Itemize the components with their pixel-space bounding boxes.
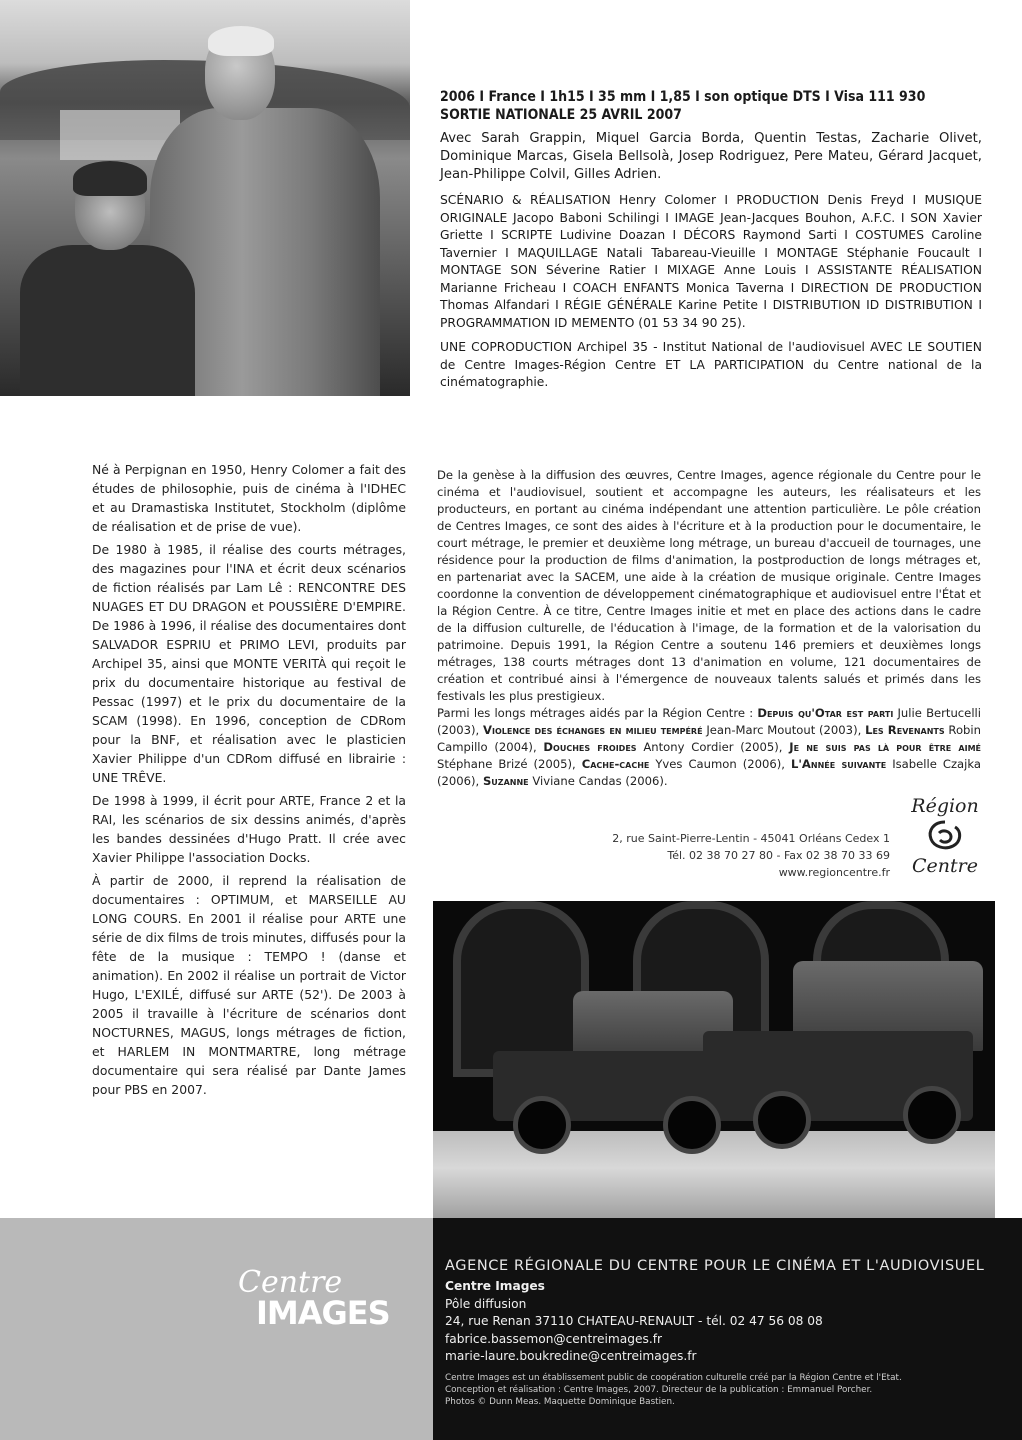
photo-wheel	[903, 1086, 961, 1144]
region-logo-top: Région	[911, 795, 979, 817]
film-title: Suzanne	[482, 774, 529, 788]
region-address: 2, rue Saint-Pierre-Lentin - 45041 Orléans Cedex 1	[612, 832, 890, 845]
legal-line: Conception et réalisation : Centre Images, 2007. Directeur de la publication : Emmanuel Porcher.	[445, 1384, 873, 1395]
film-still-photo-top	[0, 0, 410, 396]
logo-text-images: IMAGES	[256, 1294, 390, 1332]
photo-boy-figure	[20, 165, 195, 396]
film-credit: Julie Bertucelli (2003),	[437, 706, 981, 737]
agency-paragraph: De la genèse à la diffusion des œuvres, Centre Images, agence régionale du Centre pour le cinéma et l'audiovisuel, soutient et accompagne les auteurs, les réalisateurs et les producteurs, en portant au cinéma indépendant une attention particulière. Le pôle création de Centres Images, ce sont des aides à l'écriture et à la production pour le documentaire, le court métrage, le premier et deuxième long métrage, un bureau d'accueil de tournages, une résidence pour la production de films d'animation, la postproduction de longs métrages et, en partenariat avec la SACEM, une aide à la création de musique originale. Centre Images coordonne la convention de développement cinématographique et audiovisuel entre l'État et la Région Centre. À ce titre, Centre Images initie et met en place des actions dans le cadre de la diffusion culturelle, de l'éducation à l'image, de la formation et de la valorisation du patrimoine. Depuis 1991, la Région Centre a soutenu 146 premiers et deuxièmes longs métrages, 138 courts métrages dont 13 d'animation en volume, 121 documentaires de création et contribué ainsi à l'émergence de nouveaux talents salués et primés dans les festivals les plus prestigieux.	[437, 468, 981, 703]
photo-wheel	[753, 1091, 811, 1149]
film-title: Les Revenants	[865, 723, 945, 737]
photo-wheel	[513, 1096, 571, 1154]
film-title: Cache-cache	[581, 757, 650, 771]
film-credit: Antony Cordier (2005),	[636, 740, 790, 754]
film-title: Douches froides	[543, 740, 637, 754]
agency-description	[437, 467, 981, 790]
legal-line: Photos © Dunn Meas. Maquette Dominique Bastien.	[445, 1396, 675, 1407]
legal-notice	[445, 1373, 902, 1408]
film-credit: Isabelle Czajka (2006),	[437, 757, 981, 788]
region-logo-bottom: Centre	[912, 855, 978, 877]
logo-text-centre: Centre	[238, 1265, 343, 1300]
bio-paragraph: De 1980 à 1985, il réalise des courts métrages, des magazines pour l'INA et écrit deux scénarios de fiction réalisés par Lam Lê : RENCONTRE DES NUAGES ET DU DRAGON et POUSSIÈRE D'EMPIRE. De 1986 à 1996, il réalise des documentaires dont SALVADOR ESPRIU et PRIMO LEVI, produits par Archipel 35, ainsi que MONTE VERITÀ qui reçoit le prix du documentaire historique au festival de Pessac (1997) et le prix du documentaire de la SCAM (1998). En 1996, conception de CDRom pour la BNF, et réalisation avec le plasticien Xavier Philippe d'un CDRom diffusé en librairie : UNE TRÊVE.	[92, 542, 406, 785]
region-centre-logo	[900, 795, 990, 885]
agency-contact	[445, 1278, 823, 1366]
email-link[interactable]: fabrice.bassemon@centreimages.fr	[445, 1331, 663, 1346]
photo-wheel	[663, 1096, 721, 1154]
film-title: Depuis qu'Otar est parti	[757, 706, 894, 720]
centre-images-logo	[236, 1262, 416, 1332]
film-title: L'Année suivante	[790, 757, 887, 771]
email-link[interactable]: marie-laure.boukredine@centreimages.fr	[445, 1349, 697, 1363]
supported-films-intro: Parmi les longs métrages aidés par la Région Centre :	[437, 706, 754, 720]
photo-ground	[433, 1131, 995, 1224]
film-credit: Viviane Candas (2006).	[528, 774, 668, 788]
film-title: Je ne suis pas là pour être aimé	[789, 740, 981, 754]
film-title: Violence des échanges en milieu tempéré	[483, 723, 703, 737]
region-phone: Tél. 02 38 70 27 80 - Fax 02 38 70 33 69	[667, 849, 890, 862]
tech-specs-line: 2006 I France I 1h15 I 35 mm I 1,85 I son optique DTS I Visa 111 930	[440, 89, 926, 105]
agency-org-name: Centre Images	[445, 1279, 545, 1293]
agency-address: 24, rue Renan 37110 CHATEAU-RENAULT - tél. 02 47 56 08 08	[445, 1314, 823, 1328]
release-date-line: SORTIE NATIONALE 25 AVRIL 2007	[440, 107, 682, 123]
region-website-link[interactable]: www.regioncentre.fr	[778, 866, 890, 879]
agency-title: AGENCE RÉGIONALE DU CENTRE POUR LE CINÉMA ET L'AUDIOVISUEL	[445, 1258, 985, 1274]
coproduction-line: UNE COPRODUCTION Archipel 35 - Institut National de l'audiovisuel AVEC LE SOUTIEN de Centre Images-Région Centre ET LA PARTICIPATION du Centre national de la cinématographie.	[440, 340, 982, 389]
legal-line: Centre Images est un établissement public de coopération culturelle créé par la Région Centre et l'Etat.	[445, 1373, 902, 1383]
region-emblem-icon	[925, 819, 965, 853]
film-credit: Yves Caumon (2006),	[649, 757, 791, 771]
crew-list: SCÉNARIO & RÉALISATION Henry Colomer I PRODUCTION Denis Freyd I MUSIQUE ORIGINALE Jacopo Baboni Schilingi I IMAGE Jean-Jacques Bouhon, A.F.C. I SON Xavier Griette I SCRIPTE Ludivine Doazan I DÉCORS Raymond Sarti I COSTUMES Caroline Tavernier I MAQUILLAGE Natali Tabareau-Vieuille I MONTAGE Stéphanie Foucault I MONTAGE SON Séverine Ratier I MIXAGE Anne Louis I ASSISTANTE RÉALISATION Marianne Fricheau I COACH ENFANTS Monica Taverna I DIRECTION DE PRODUCTION Thomas Alfandari I RÉGIE GÉNÉRALE Karine Petite I DISTRIBUTION ID DISTRIBUTION I PROGRAMMATION ID MEMENTO (01 53 34 90 25).	[440, 193, 982, 330]
bio-paragraph: Né à Perpignan en 1950, Henry Colomer a fait des études de philosophie, puis de cinéma à l'IDHEC et au Dramastiska Institutet, Stockholm (diplôme de réalisation et de prise de vue).	[92, 462, 406, 534]
film-credits	[440, 88, 982, 392]
agency-department: Pôle diffusion	[445, 1296, 527, 1311]
film-credit: Robin Campillo (2004),	[437, 723, 981, 754]
cast-list: Avec Sarah Grappin, Miquel Garcia Borda, Quentin Testas, Zacharie Olivet, Dominique Marcas, Gisela Bellsolà, Josep Rodriguez, Pere Mateu, Gérard Jacquet, Jean-Philippe Colvil, Gilles Adrien.	[440, 131, 982, 182]
film-still-photo-bottom	[433, 901, 995, 1224]
footer-dark-panel	[433, 1218, 1022, 1440]
director-biography	[92, 460, 406, 1103]
bio-paragraph: À partir de 2000, il reprend la réalisation de documentaires : OPTIMUM, et MARSEILLE AU LONG COURS. En 2001 il réalise pour ARTE une série de dix films de trois minutes, diffusés pour la fête de la musique : TEMPO ! (danse et animation). En 2002 il réalise un portrait de Victor Hugo, L'EXILÉ, diffusé sur ARTE (52'). De 2003 à 2005 il travaille à l'écriture de scénarios dont NOCTURNES, MAGUS, longs métrages de fiction, et HARLEM IN MONTMARTRE, long métrage documentaire qui sera réalisé par Dante James pour PBS en 2007.	[92, 873, 406, 1097]
region-contact	[560, 830, 890, 881]
bio-paragraph: De 1998 à 1999, il écrit pour ARTE, France 2 et la RAI, les scénarios de six dessins animés, d'après les bandes dessinées d'Hugo Pratt. Il crée avec Xavier Philippe l'association Docks.	[92, 793, 406, 865]
film-credit: Stéphane Brizé (2005),	[437, 757, 582, 771]
film-credit: Jean-Marc Moutout (2003),	[702, 723, 866, 737]
supported-films-paragraph	[437, 705, 981, 790]
